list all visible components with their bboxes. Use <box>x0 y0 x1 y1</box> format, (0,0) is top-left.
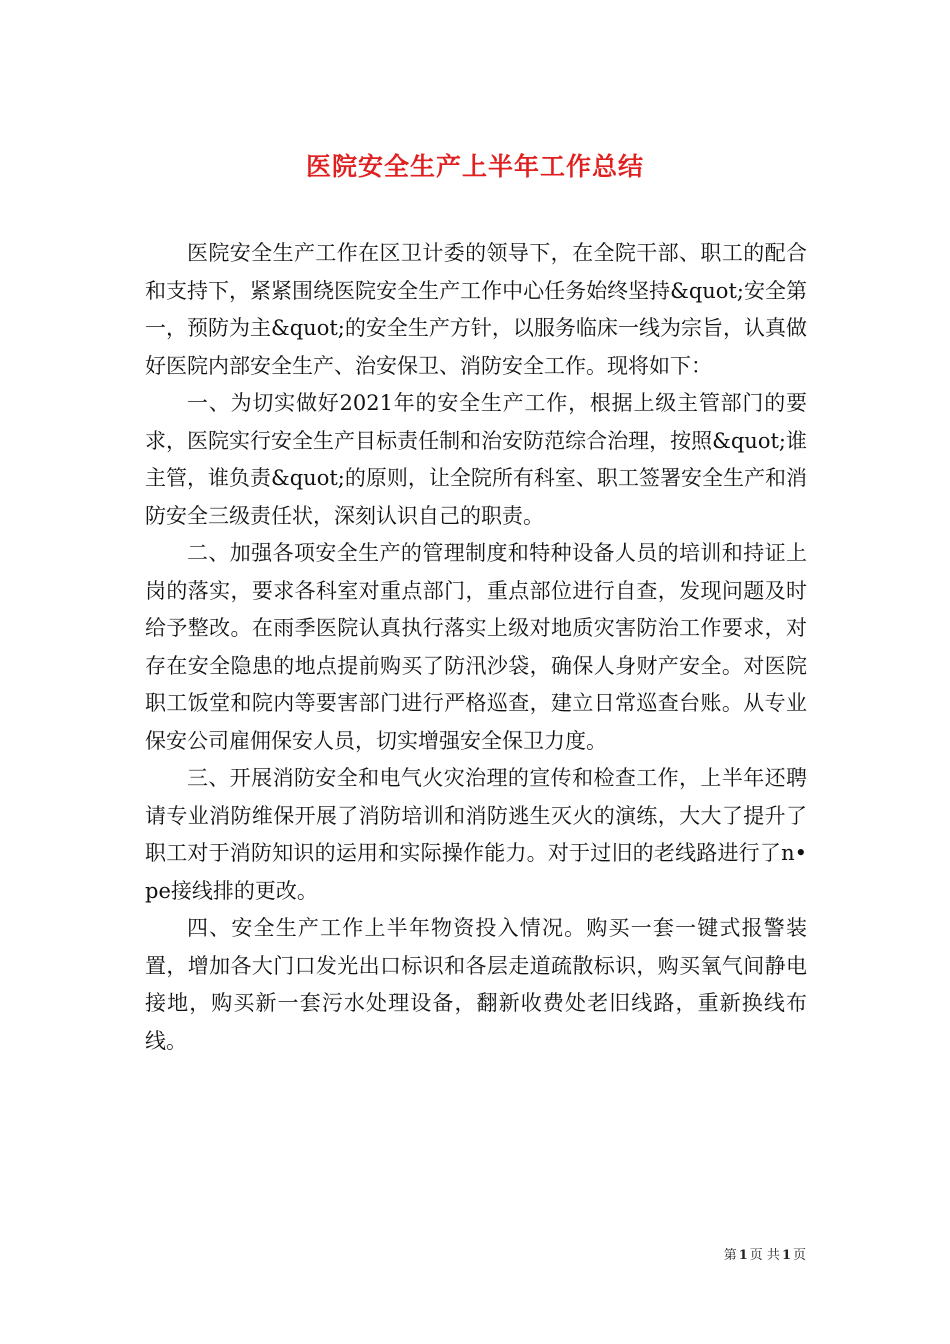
paragraph-section-2: 二、加强各项安全生产的管理制度和特种设备人员的培训和持证上岗的落实，要求各科室对重点部门，重点部位进行自查，发现问题及时给予整改。在雨季医院认真执行落实上级对地质灾害防治工作要求，对存在安全隐患的地点提前购买了防汛沙袋，确保人身财产安全。对医院职工饭堂和院内等要害部门进行严格巡查，建立日常巡查台账。从专业保安公司雇佣保安人员，切实增强安全保卫力度。 <box>145 541 807 753</box>
paragraph-section-4: 四、安全生产工作上半年物资投入情况。购买一套一键式报警装置，增加各大门口发光出口标识和各层走道疏散标识，购买氧气间静电接地，购买新一套污水处理设备，翻新收费处老旧线路，重新换线布线。 <box>145 916 807 1053</box>
footer-suffix: 页 <box>792 1248 806 1263</box>
footer-middle: 页 共 <box>749 1248 780 1263</box>
page-footer <box>724 1247 806 1265</box>
footer-total-pages: 1 <box>781 1248 791 1263</box>
paragraph-section-3: 三、开展消防安全和电气火灾治理的宣传和检查工作，上半年还聘请专业消防维保开展了消防培训和消防逃生灭火的演练，大大了提升了职工对于消防知识的运用和实际操作能力。对于过旧的老线路进行了n•pe接线排的更改。 <box>145 766 807 903</box>
footer-prefix: 第 <box>723 1248 737 1263</box>
footer-current-page: 1 <box>738 1248 748 1263</box>
paragraph-section-1: 一、为切实做好2021年的安全生产工作，根据上级主管部门的要求，医院实行安全生产目标责任制和治安防范综合治理，按照&quot;谁主管，谁负责&quot;的原则，让全院所有科室、职工签署安全生产和消防安全三级责任状，深刻认识自己的职责。 <box>145 391 807 528</box>
document-body <box>145 235 807 1060</box>
paragraph-intro: 医院安全生产工作在区卫计委的领导下，在全院干部、职工的配合和支持下，紧紧围绕医院安全生产工作中心任务始终坚持&quot;安全第一，预防为主&quot;的安全生产方针，以服务临床一线为宗旨，认真做好医院内部安全生产、治安保卫、消防安全工作。现将如下： <box>145 241 807 378</box>
document-title: 医院安全生产上半年工作总结 <box>305 151 644 181</box>
